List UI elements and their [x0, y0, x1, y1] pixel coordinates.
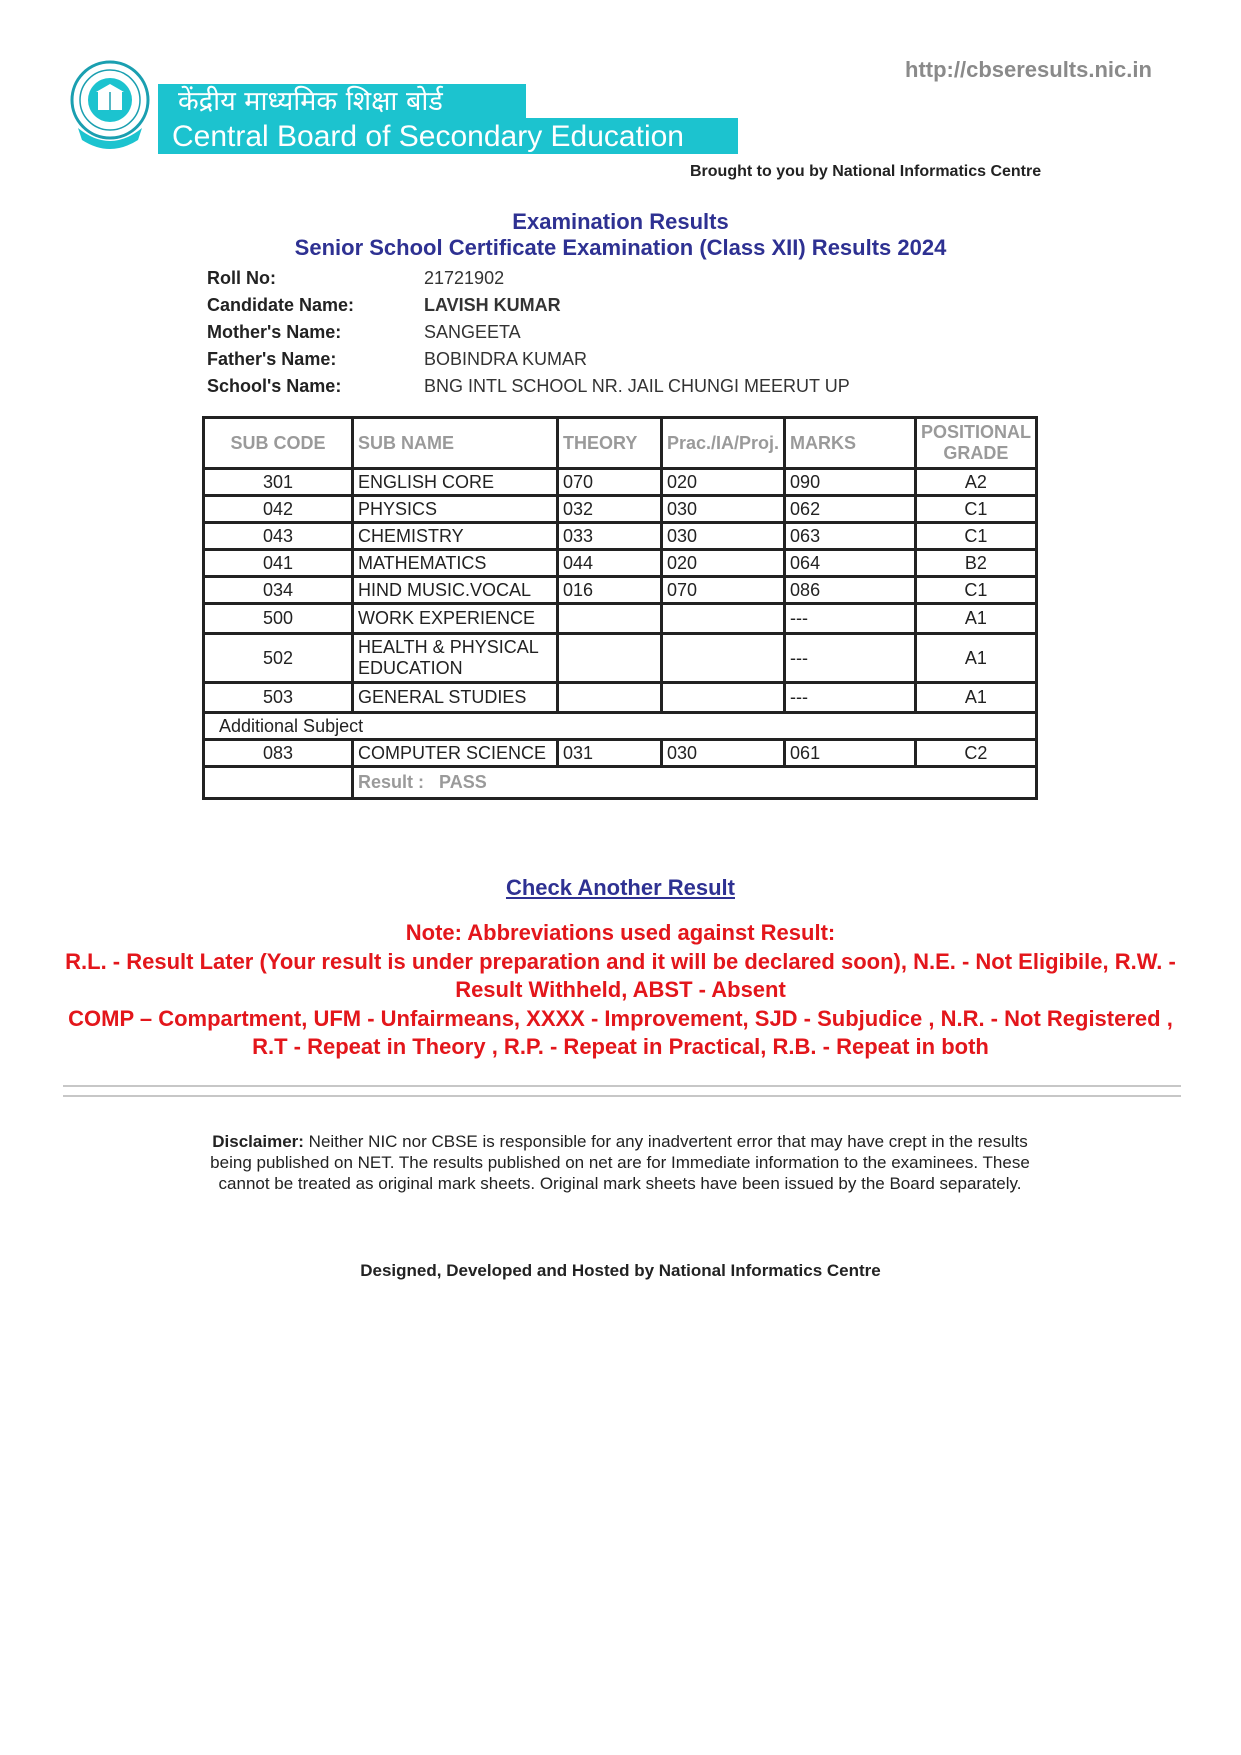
total-marks: 090: [785, 469, 916, 496]
mother-name-value: SANGEETA: [424, 322, 521, 342]
candidate-info: [207, 265, 850, 400]
candidate-name-label: Candidate Name:: [207, 295, 355, 315]
result-row: [204, 767, 1037, 799]
school-name-value: BNG INTL SCHOOL NR. JAIL CHUNGI MEERUT UP: [424, 376, 850, 396]
roll-no-row: [207, 265, 850, 292]
sub-code: 083: [204, 740, 353, 767]
father-name-row: [207, 346, 850, 373]
practical-marks: 020: [662, 469, 785, 496]
check-another-wrapper: [0, 875, 1241, 901]
grade: C1: [916, 496, 1037, 523]
divider-top: [63, 1085, 1181, 1087]
table-header-row: [204, 418, 1037, 469]
result-cell: [353, 767, 1037, 799]
header-sub-name: SUB NAME: [353, 418, 558, 469]
disclaimer-text: Neither NIC nor CBSE is responsible for any inadvertent error that may have crept in the results being published on NET. The results published on net are for Immediate information to the examinees. These cannot be treated as original mark sheets. Original mark sheets have been issued by the Board separately.: [210, 1132, 1030, 1193]
practical-marks: [662, 634, 785, 683]
practical-marks: 030: [662, 496, 785, 523]
exam-title: Senior School Certificate Examination (Class XII) Results 2024: [294, 235, 947, 260]
table-row: [204, 740, 1037, 767]
father-name-value: BOBINDRA KUMAR: [424, 349, 588, 369]
sub-code: 301: [204, 469, 353, 496]
board-name-hindi: केंद्रीय माध्यमिक शिक्षा बोर्ड: [158, 84, 526, 120]
table-row: [204, 577, 1037, 604]
theory-marks: [558, 634, 662, 683]
disclaimer-label: Disclaimer:: [212, 1132, 304, 1151]
table-row: [204, 604, 1037, 634]
theory-marks: 070: [558, 469, 662, 496]
total-marks: ---: [785, 683, 916, 713]
table-row: [204, 634, 1037, 683]
practical-marks: 020: [662, 550, 785, 577]
note-line-1: R.L. - Result Later (Your result is under preparation and it will be declared soon), N.E. - Not Eligibile, R.W. - Result Withheld, ABST - Absent: [65, 948, 1176, 1002]
sub-code: 503: [204, 683, 353, 713]
theory-marks: 016: [558, 577, 662, 604]
header-theory: THEORY: [558, 418, 662, 469]
school-name-row: [207, 373, 850, 400]
mother-name-row: [207, 319, 850, 346]
footer-credit: Designed, Developed and Hosted by National Informatics Centre: [360, 1261, 881, 1280]
table-row: [204, 469, 1037, 496]
header-practical: Prac./IA/Proj.: [662, 418, 785, 469]
disclaimer: [205, 1131, 1035, 1194]
header-marks: MARKS: [785, 418, 916, 469]
result-empty-cell: [204, 767, 353, 799]
sub-code: 043: [204, 523, 353, 550]
sub-code: 500: [204, 604, 353, 634]
father-name-label: Father's Name:: [207, 349, 337, 369]
table-row: [204, 496, 1037, 523]
note-title: Note: Abbreviations used against Result:: [405, 920, 836, 945]
sub-name: CHEMISTRY: [353, 523, 558, 550]
header-positional-grade: POSITIONAL GRADE: [916, 418, 1037, 469]
total-marks: ---: [785, 604, 916, 634]
theory-marks: 044: [558, 550, 662, 577]
theory-marks: [558, 683, 662, 713]
practical-marks: [662, 604, 785, 634]
abbreviations-note: [60, 919, 1181, 1062]
cbse-emblem-logo: [68, 58, 156, 154]
sub-name: HEALTH & PHYSICAL EDUCATION: [353, 634, 558, 683]
result-value: PASS: [439, 772, 487, 792]
sub-name: HIND MUSIC.VOCAL: [353, 577, 558, 604]
total-marks: 086: [785, 577, 916, 604]
page-title: Examination Results: [512, 209, 729, 234]
grade: A1: [916, 634, 1037, 683]
roll-no-label: Roll No:: [207, 268, 276, 288]
roll-no-value: 21721902: [424, 268, 505, 288]
additional-subject-label: Additional Subject: [204, 713, 1037, 740]
grade: C2: [916, 740, 1037, 767]
divider-bottom: [63, 1095, 1181, 1097]
theory-marks: [558, 604, 662, 634]
sub-name: MATHEMATICS: [353, 550, 558, 577]
practical-marks: [662, 683, 785, 713]
sub-name: ENGLISH CORE: [353, 469, 558, 496]
additional-subject-row: [204, 713, 1037, 740]
total-marks: ---: [785, 634, 916, 683]
sub-name: WORK EXPERIENCE: [353, 604, 558, 634]
theory-marks: 031: [558, 740, 662, 767]
site-url: http://cbseresults.nic.in: [905, 57, 1152, 82]
mother-name-label: Mother's Name:: [207, 322, 342, 342]
sub-code: 034: [204, 577, 353, 604]
sub-code: 502: [204, 634, 353, 683]
check-another-result-link[interactable]: Check Another Result: [505, 875, 735, 900]
total-marks: 061: [785, 740, 916, 767]
sub-name: GENERAL STUDIES: [353, 683, 558, 713]
candidate-name-row: [207, 292, 850, 319]
candidate-name-value: LAVISH KUMAR: [424, 295, 561, 315]
sub-code: 041: [204, 550, 353, 577]
table-row: [204, 683, 1037, 713]
grade: C1: [916, 523, 1037, 550]
total-marks: 062: [785, 496, 916, 523]
grade: A1: [916, 604, 1037, 634]
school-name-label: School's Name:: [207, 376, 342, 396]
marks-table: [202, 416, 1038, 800]
grade: B2: [916, 550, 1037, 577]
sub-name: COMPUTER SCIENCE: [353, 740, 558, 767]
sub-code: 042: [204, 496, 353, 523]
practical-marks: 030: [662, 740, 785, 767]
note-line-2: COMP – Compartment, UFM - Unfairmeans, XXXX - Improvement, SJD - Subjudice , N.R. - Not Registered , R.T - Repeat in Theory , R.P. - Repeat in Practical, R.B. - Repeat in both: [68, 1005, 1173, 1059]
table-row: [204, 550, 1037, 577]
practical-marks: 030: [662, 523, 785, 550]
grade: C1: [916, 577, 1037, 604]
grade: A2: [916, 469, 1037, 496]
board-name-english: Central Board of Secondary Education: [158, 118, 738, 154]
practical-marks: 070: [662, 577, 785, 604]
header-sub-code: SUB CODE: [204, 418, 353, 469]
theory-marks: 032: [558, 496, 662, 523]
table-row: [204, 523, 1037, 550]
total-marks: 063: [785, 523, 916, 550]
result-label: Result :: [358, 772, 425, 792]
sub-name: PHYSICS: [353, 496, 558, 523]
brought-by-text: Brought to you by National Informatics Centre: [690, 163, 1042, 180]
theory-marks: 033: [558, 523, 662, 550]
total-marks: 064: [785, 550, 916, 577]
grade: A1: [916, 683, 1037, 713]
